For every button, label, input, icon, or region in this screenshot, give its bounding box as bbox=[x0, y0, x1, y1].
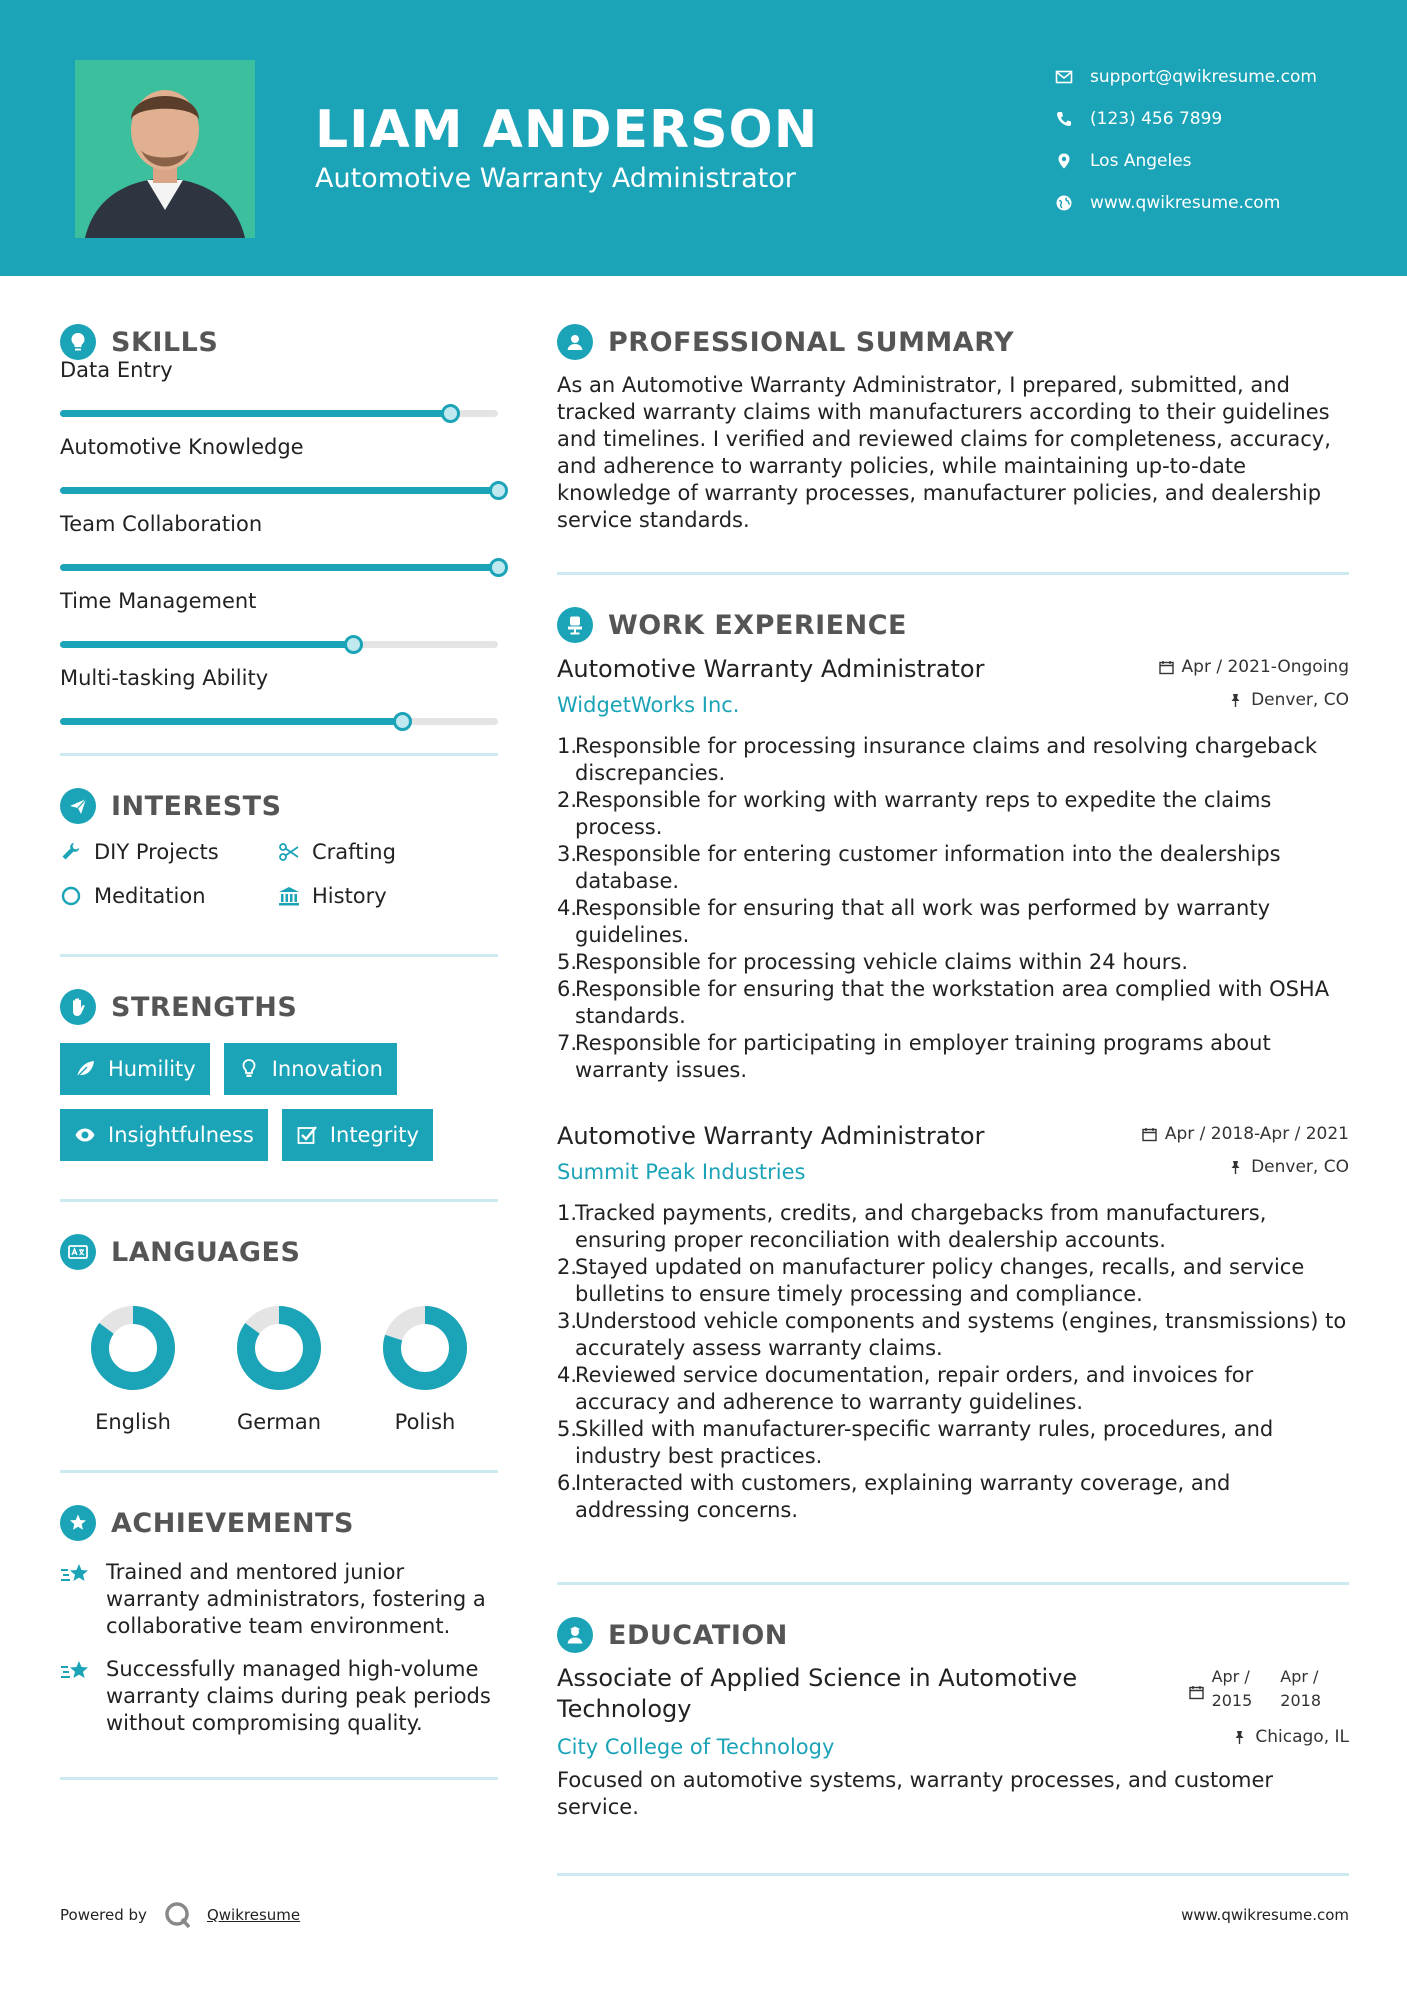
job-location-text: Denver, CO bbox=[1251, 690, 1349, 710]
duty-text: Skilled with manufacturer-specific warranty rules, procedures, and industry best practices. bbox=[575, 1417, 1274, 1468]
education-location-text: Chicago, IL bbox=[1255, 1727, 1349, 1747]
skills-title: SKILLS bbox=[111, 326, 219, 358]
footer-website[interactable]: www.qwikresume.com bbox=[1181, 1906, 1349, 1924]
paper-plane-icon bbox=[60, 788, 96, 824]
profile-photo bbox=[75, 60, 255, 238]
job-location bbox=[1228, 1157, 1349, 1177]
skill-fill bbox=[60, 487, 498, 494]
hand-icon bbox=[60, 989, 96, 1025]
skill-item bbox=[60, 358, 498, 435]
education-date-start-month: Apr / bbox=[1211, 1667, 1250, 1686]
languages-title: LANGUAGES bbox=[111, 1236, 301, 1268]
duty-text: Responsible for ensuring that all work was performed by warranty guidelines. bbox=[575, 896, 1271, 947]
skill-track bbox=[60, 487, 498, 494]
duty-item: 2. Stayed updated on manufacturer policy changes, recalls, and service bulletins to ensure timely processing and compliance. bbox=[557, 1254, 1349, 1308]
job-title: Automotive Warranty Administrator bbox=[557, 655, 985, 683]
duty-item: 2. Responsible for working with warranty reps to expedite the claims process. bbox=[557, 787, 1349, 841]
skill-fill bbox=[60, 410, 450, 417]
job-dates bbox=[1142, 1124, 1349, 1144]
duty-item: 1. Responsible for processing insurance claims and resolving chargeback discrepancies. bbox=[557, 733, 1349, 787]
skill-name: Team Collaboration bbox=[60, 512, 263, 536]
footer-powered-by bbox=[60, 1900, 300, 1930]
contact-website-text: www.qwikresume.com bbox=[1090, 193, 1281, 213]
job-dates bbox=[1159, 657, 1349, 677]
job-location-text: Denver, CO bbox=[1251, 1157, 1349, 1177]
wrench-icon bbox=[60, 841, 82, 863]
circle-icon bbox=[60, 885, 82, 907]
strengths-title: STRENGTHS bbox=[111, 991, 298, 1023]
languages-heading bbox=[60, 1230, 498, 1274]
candidate-title: Automotive Warranty Administrator bbox=[315, 163, 796, 194]
achievements-list bbox=[60, 1559, 498, 1737]
contact-location-text: Los Angeles bbox=[1090, 151, 1192, 171]
achievement-text: Trained and mentored junior warranty administrators, fostering a collaborative team environment. bbox=[106, 1560, 486, 1638]
achievement-text: Successfully managed high-volume warranty claims during peak periods without compromising quality. bbox=[106, 1657, 491, 1735]
job-duties bbox=[557, 733, 1349, 1084]
languages-list bbox=[60, 1304, 498, 1434]
lightbulb-icon bbox=[238, 1058, 260, 1080]
skill-name: Data Entry bbox=[60, 358, 173, 382]
duty-item: 4. Responsible for ensuring that all work was performed by warranty guidelines. bbox=[557, 895, 1349, 949]
pushpin-icon bbox=[1232, 1730, 1247, 1745]
powered-by-label: Powered by bbox=[60, 1906, 147, 1924]
duty-item: 3. Understood vehicle components and systems (engines, transmissions) to accurately assess warranty claims. bbox=[557, 1308, 1349, 1362]
language-donut bbox=[235, 1304, 323, 1392]
job-duties bbox=[557, 1200, 1349, 1524]
envelope-icon bbox=[1055, 68, 1073, 86]
strength-tag bbox=[60, 1043, 210, 1095]
map-pin-icon bbox=[1055, 152, 1073, 170]
job-entry bbox=[557, 655, 1349, 1084]
section-divider bbox=[557, 572, 1349, 575]
interest-label: History bbox=[312, 884, 387, 908]
language-name: English bbox=[95, 1410, 171, 1434]
interest-item bbox=[60, 882, 278, 910]
education-date-end-month: Apr / bbox=[1280, 1667, 1319, 1686]
duty-item: 5. Skilled with manufacturer-specific warranty rules, procedures, and industry best practices. bbox=[557, 1416, 1349, 1470]
language-donut bbox=[89, 1304, 177, 1392]
contact-phone[interactable] bbox=[1055, 98, 1317, 140]
skill-item bbox=[60, 435, 498, 512]
qwikresume-logo-icon bbox=[163, 1900, 193, 1930]
strengths-list bbox=[60, 1043, 498, 1161]
interest-item bbox=[60, 838, 278, 866]
section-divider bbox=[60, 1470, 498, 1473]
skill-fill bbox=[60, 564, 498, 571]
skill-knob bbox=[441, 404, 460, 423]
skill-track bbox=[60, 410, 498, 417]
user-icon bbox=[557, 324, 593, 360]
star-badge-icon bbox=[60, 1505, 96, 1541]
skill-knob bbox=[489, 558, 508, 577]
education-entry bbox=[557, 1663, 1349, 1821]
education-date-end bbox=[1280, 1665, 1321, 1713]
duty-item: 3. Responsible for entering customer information into the dealerships database. bbox=[557, 841, 1349, 895]
achievements-heading bbox=[60, 1501, 498, 1545]
duty-item: 4. Reviewed service documentation, repair orders, and invoices for accuracy and adherence to warranty guidelines. bbox=[557, 1362, 1349, 1416]
duty-text: Responsible for processing insurance claims and resolving chargeback discrepancies. bbox=[575, 734, 1318, 785]
interest-item bbox=[278, 882, 496, 910]
education-date-start-year: 2015 bbox=[1211, 1691, 1253, 1710]
job-entry bbox=[557, 1122, 1349, 1524]
contact-email-text: support@qwikresume.com bbox=[1090, 67, 1317, 87]
language-item bbox=[352, 1304, 498, 1434]
education-location bbox=[1232, 1727, 1349, 1747]
lightbulb-icon bbox=[60, 324, 96, 360]
interest-item bbox=[278, 838, 496, 866]
skill-knob bbox=[393, 712, 412, 731]
calendar-icon bbox=[1142, 1127, 1157, 1142]
graduate-icon bbox=[557, 1617, 593, 1653]
calendar-icon bbox=[1159, 660, 1174, 675]
brand-link[interactable]: Qwikresume bbox=[206, 1906, 301, 1924]
duty-text: Responsible for participating in employer training programs about warranty issues. bbox=[575, 1031, 1271, 1082]
shooting-star-icon bbox=[60, 1561, 92, 1589]
education-date-end-year: 2018 bbox=[1280, 1691, 1321, 1710]
education-date-start bbox=[1212, 1665, 1253, 1713]
skill-fill bbox=[60, 718, 402, 725]
contact-location bbox=[1055, 140, 1317, 182]
strength-label: Innovation bbox=[271, 1057, 383, 1081]
duty-item: 7. Responsible for participating in employer training programs about warranty issues. bbox=[557, 1030, 1349, 1084]
job-location bbox=[1228, 690, 1349, 710]
check-square-icon bbox=[296, 1124, 318, 1146]
duty-item: 1. Tracked payments, credits, and chargebacks from manufacturers, ensuring proper reconciliation with dealership accounts. bbox=[557, 1200, 1349, 1254]
duty-text: Responsible for entering customer information into the dealerships database. bbox=[575, 842, 1281, 893]
achievement-item bbox=[60, 1656, 498, 1737]
globe-icon bbox=[1055, 194, 1073, 212]
strength-label: Humility bbox=[108, 1057, 196, 1081]
right-column bbox=[557, 320, 1349, 1876]
section-divider bbox=[60, 1777, 498, 1780]
skill-track bbox=[60, 718, 498, 725]
contact-website[interactable] bbox=[1055, 182, 1317, 224]
language-item bbox=[60, 1304, 206, 1434]
duty-text: Responsible for working with warranty reps to expedite the claims process. bbox=[575, 788, 1272, 839]
interest-label: DIY Projects bbox=[94, 840, 219, 864]
strength-label: Integrity bbox=[329, 1123, 419, 1147]
experience-title: WORK EXPERIENCE bbox=[608, 609, 907, 641]
skill-item bbox=[60, 512, 498, 589]
contact-phone-text: (123) 456 7899 bbox=[1090, 109, 1223, 129]
skill-name: Time Management bbox=[60, 589, 257, 613]
experience-heading bbox=[557, 603, 1349, 647]
job-dates-text: Apr / 2018-Apr / 2021 bbox=[1164, 1124, 1349, 1144]
eye-icon bbox=[74, 1124, 96, 1146]
skills-list bbox=[60, 358, 498, 743]
achievement-item bbox=[60, 1559, 498, 1640]
section-divider bbox=[557, 1582, 1349, 1585]
education-description: Focused on automotive systems, warranty processes, and customer service. bbox=[557, 1768, 1274, 1819]
duty-text: Stayed updated on manufacturer policy changes, recalls, and service bulletins to ensure timely processing and compliance. bbox=[575, 1255, 1305, 1306]
language-icon bbox=[60, 1234, 96, 1270]
strength-label: Insightfulness bbox=[108, 1123, 254, 1147]
skill-item bbox=[60, 589, 498, 666]
section-divider bbox=[60, 954, 498, 957]
duty-text: Interacted with customers, explaining warranty coverage, and addressing concerns. bbox=[575, 1471, 1231, 1522]
skill-name: Automotive Knowledge bbox=[60, 435, 304, 459]
education-heading bbox=[557, 1613, 1349, 1657]
strength-tag bbox=[224, 1043, 397, 1095]
job-title: Automotive Warranty Administrator bbox=[557, 1122, 985, 1150]
interest-label: Meditation bbox=[94, 884, 206, 908]
scissors-icon bbox=[278, 841, 300, 863]
school-name: City College of Technology bbox=[557, 1735, 835, 1759]
company-name: Summit Peak Industries bbox=[557, 1160, 806, 1184]
duty-item: 6. Responsible for ensuring that the workstation area complied with OSHA standards. bbox=[557, 976, 1349, 1030]
duty-text: Reviewed service documentation, repair orders, and invoices for accuracy and adherence to warranty guidelines. bbox=[575, 1363, 1254, 1414]
interests-title: INTERESTS bbox=[111, 790, 282, 822]
skill-track bbox=[60, 564, 498, 571]
skill-item bbox=[60, 666, 498, 743]
interests-list bbox=[60, 838, 498, 910]
achievements-title: ACHIEVEMENTS bbox=[111, 1507, 354, 1539]
duty-item: 5. Responsible for processing vehicle claims within 24 hours. bbox=[557, 950, 1189, 974]
skill-knob bbox=[489, 481, 508, 500]
left-column bbox=[60, 320, 498, 1780]
summary-title: PROFESSIONAL SUMMARY bbox=[608, 326, 1015, 358]
interest-label: Crafting bbox=[312, 840, 396, 864]
company-name: WidgetWorks Inc. bbox=[557, 693, 740, 717]
skill-knob bbox=[344, 635, 363, 654]
duty-item: 6. Interacted with customers, explaining warranty coverage, and addressing concerns. bbox=[557, 1470, 1349, 1524]
summary-text: As an Automotive Warranty Administrator, I prepared, submitted, and tracked warranty claims with manufacturers according to their guidelines and timelines. I verified and reviewed claims for completeness, accuracy, and adherence to warranty policies, while maintaining up-to-date knowledge of warranty processes, manufacturer policies, and dealership service standards. bbox=[557, 373, 1331, 532]
duty-text: Tracked payments, credits, and chargebacks from manufacturers, ensuring proper reconciliation with dealership accounts. bbox=[575, 1201, 1267, 1252]
interests-heading bbox=[60, 784, 498, 828]
shooting-star-icon bbox=[60, 1658, 92, 1686]
candidate-name: LIAM ANDERSON bbox=[315, 100, 819, 160]
strengths-heading bbox=[60, 985, 498, 1029]
skill-name: Multi-tasking Ability bbox=[60, 666, 269, 690]
degree-title: Associate of Applied Science in Automotive Technology bbox=[557, 1664, 1078, 1723]
strength-tag bbox=[282, 1109, 433, 1161]
calendar-icon bbox=[1189, 1685, 1204, 1700]
education-title: EDUCATION bbox=[608, 1619, 788, 1651]
contact-list bbox=[1055, 56, 1317, 224]
chair-icon bbox=[557, 607, 593, 643]
duty-text: Understood vehicle components and systems (engines, transmissions) to accurately assess warranty claims. bbox=[575, 1309, 1347, 1360]
resume-header bbox=[0, 0, 1407, 276]
pushpin-icon bbox=[1228, 1160, 1243, 1175]
phone-icon bbox=[1055, 110, 1073, 128]
duty-text: Responsible for processing vehicle claims within 24 hours. bbox=[575, 950, 1189, 974]
education-dates bbox=[1189, 1665, 1349, 1713]
contact-email[interactable] bbox=[1055, 56, 1317, 98]
job-dates-text: Apr / 2021-Ongoing bbox=[1181, 657, 1349, 677]
leaf-icon bbox=[74, 1058, 96, 1080]
language-name: Polish bbox=[394, 1410, 456, 1434]
section-divider bbox=[60, 753, 498, 756]
pushpin-icon bbox=[1228, 693, 1243, 708]
language-donut bbox=[381, 1304, 469, 1392]
language-item bbox=[206, 1304, 352, 1434]
skill-fill bbox=[60, 641, 353, 648]
strength-tag bbox=[60, 1109, 268, 1161]
section-divider bbox=[60, 1199, 498, 1202]
summary-heading bbox=[557, 320, 1349, 364]
museum-icon bbox=[278, 885, 300, 907]
skill-track bbox=[60, 641, 498, 648]
duty-text: Responsible for ensuring that the workstation area complied with OSHA standards. bbox=[575, 977, 1330, 1028]
section-divider bbox=[557, 1873, 1349, 1876]
language-name: German bbox=[236, 1410, 322, 1434]
